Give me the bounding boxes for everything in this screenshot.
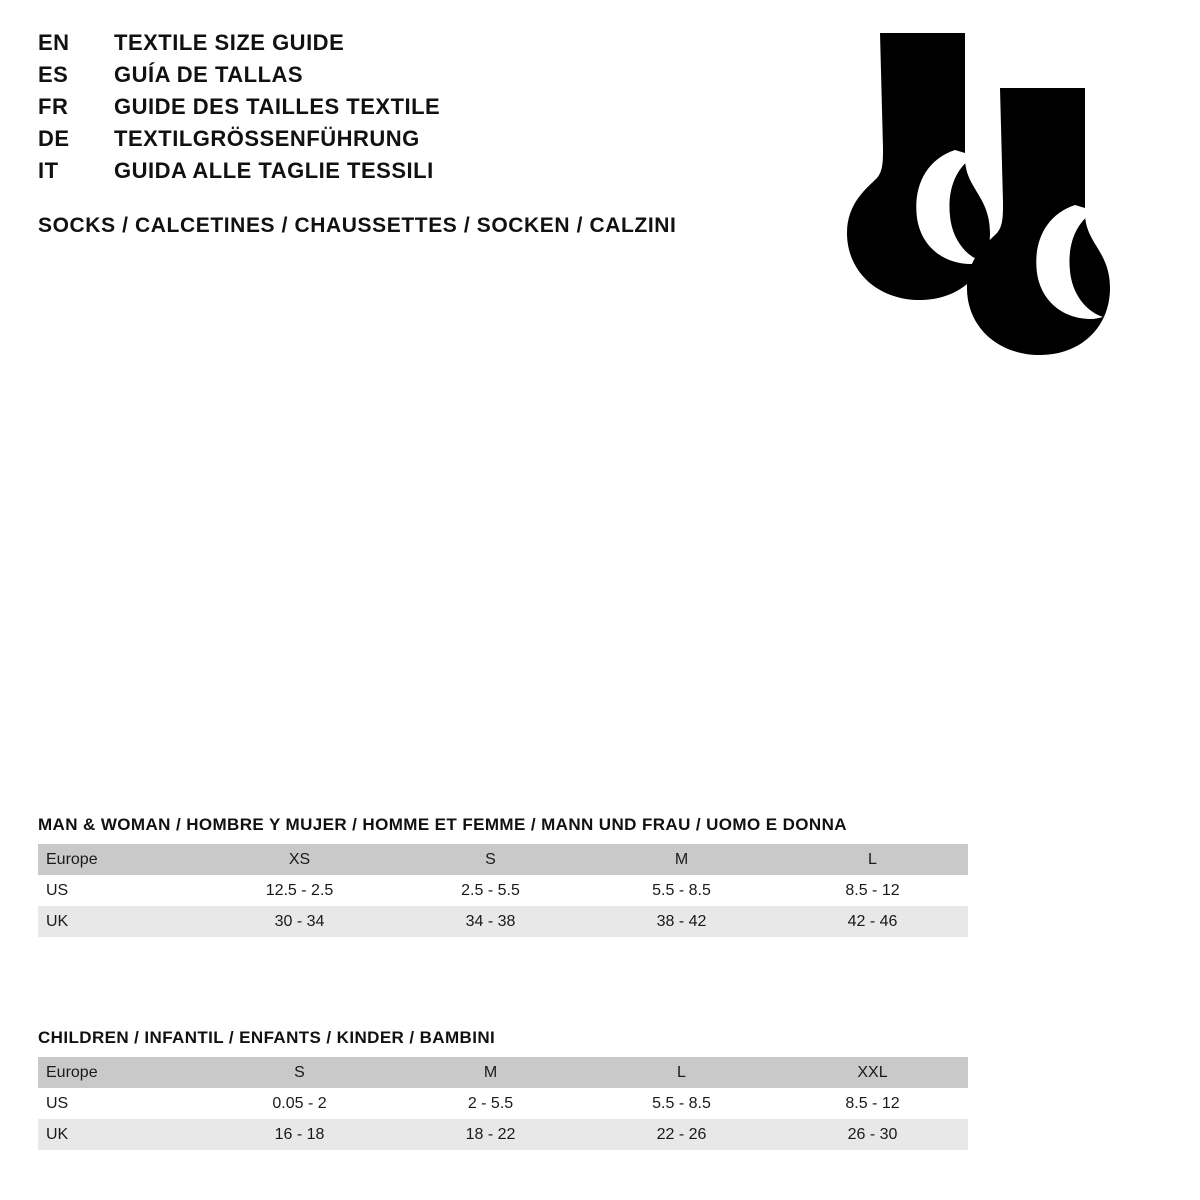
language-row-it (38, 158, 798, 190)
cell: 8.5 - 12 (777, 875, 968, 906)
socks-icon (805, 28, 1125, 358)
language-code-it: IT (38, 158, 59, 183)
cell: M (395, 1057, 586, 1088)
cell: 0.05 - 2 (204, 1088, 395, 1119)
language-title-de: TEXTILGRÖSSENFÜHRUNG (114, 126, 420, 151)
cell: 2.5 - 5.5 (395, 875, 586, 906)
cell: XXL (777, 1057, 968, 1088)
language-title-es: GUÍA DE TALLAS (114, 62, 304, 87)
cell: M (586, 844, 777, 875)
language-code-es: ES (38, 62, 69, 87)
language-row-de (38, 126, 798, 158)
cell: S (395, 844, 586, 875)
cell: 38 - 42 (586, 906, 777, 937)
product-category-title: SOCKS / CALCETINES / CHAUSSETTES / SOCKEN / CALZINI (38, 214, 677, 237)
language-code-fr: FR (38, 94, 69, 119)
row-label: Europe (38, 1057, 204, 1088)
cell: 30 - 34 (204, 906, 395, 937)
cell: 12.5 - 2.5 (204, 875, 395, 906)
size-table-children (38, 1057, 968, 1150)
cell: L (777, 844, 968, 875)
cell: S (204, 1057, 395, 1088)
size-guide-header (38, 30, 798, 238)
cell: 2 - 5.5 (395, 1088, 586, 1119)
language-title-en: TEXTILE SIZE GUIDE (114, 30, 345, 55)
cell: 16 - 18 (204, 1119, 395, 1150)
language-code-de: DE (38, 126, 70, 151)
language-code-en: EN (38, 30, 70, 55)
table-row (38, 1119, 968, 1150)
table-row (38, 844, 968, 875)
cell: 42 - 46 (777, 906, 968, 937)
language-row-es (38, 62, 798, 94)
cell: XS (204, 844, 395, 875)
cell: 22 - 26 (586, 1119, 777, 1150)
row-label: Europe (38, 844, 204, 875)
table-block-children (38, 1028, 968, 1150)
cell: 5.5 - 8.5 (586, 1088, 777, 1119)
language-row-fr (38, 94, 798, 126)
cell: 5.5 - 8.5 (586, 875, 777, 906)
table-block-man-woman (38, 815, 968, 937)
cell: 8.5 - 12 (777, 1088, 968, 1119)
language-row-en (38, 30, 798, 62)
table-row (38, 1057, 968, 1088)
table-row (38, 1088, 968, 1119)
table-row (38, 906, 968, 937)
table-row (38, 875, 968, 906)
language-title-fr: GUIDE DES TAILLES TEXTILE (114, 94, 441, 119)
row-label: UK (38, 1119, 204, 1150)
row-label: US (38, 875, 204, 906)
row-label: UK (38, 906, 204, 937)
table-caption-man-woman: MAN & WOMAN / HOMBRE Y MUJER / HOMME ET FEMME / MANN UND FRAU / UOMO E DONNA (38, 815, 847, 834)
language-title-it: GUIDA ALLE TAGLIE TESSILI (114, 158, 434, 183)
table-caption-children: CHILDREN / INFANTIL / ENFANTS / KINDER / BAMBINI (38, 1028, 496, 1047)
row-label: US (38, 1088, 204, 1119)
cell: 26 - 30 (777, 1119, 968, 1150)
cell: 18 - 22 (395, 1119, 586, 1150)
cell: 34 - 38 (395, 906, 586, 937)
cell: L (586, 1057, 777, 1088)
size-table-man-woman (38, 844, 968, 937)
